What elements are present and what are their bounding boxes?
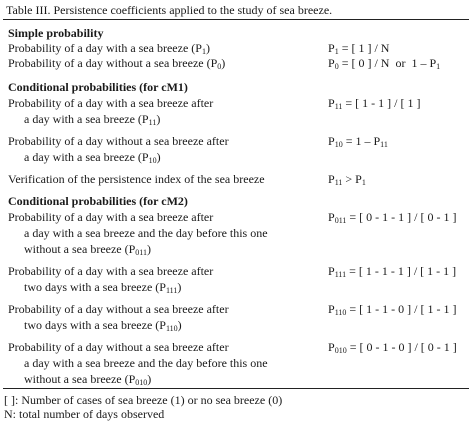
- desc-p1: Probability of a day with a sea breeze $(P_1)$: [8, 41, 210, 56]
- formula-p010: $P_{010}$ = [ 0 - 1 - 0 ] / [ 0 - 1 ]: [328, 340, 457, 355]
- desc-p011-line3: without a sea breeze $(P_{011})$: [24, 242, 151, 257]
- desc-p111-line1: Probability of a day with a sea breeze after: [8, 264, 214, 278]
- top-rule: [3, 19, 469, 20]
- desc-p011-line1: Probability of a day with a sea breeze after: [8, 210, 214, 224]
- table-caption: Table III. Persistence coefficients applied to the study of sea breeze.: [6, 3, 333, 17]
- footnote-n: N: total number of days observed: [4, 407, 165, 421]
- formula-verification: $P_{11} > P_1$: [328, 172, 366, 187]
- formula-p1: $P_1$ = [ 1 ] / N: [328, 41, 390, 56]
- formula-p011: $P_{011}$ = [ 0 - 1 - 1 ] / [ 0 - 1 ]: [328, 210, 457, 225]
- desc-p010-line3: without a sea breeze $(P_{010})$: [24, 372, 152, 387]
- section-header-cm2: Conditional probabilities (for cM2): [8, 194, 188, 208]
- formula-p10: $P_{10} = 1 - P_{11}$: [328, 134, 388, 149]
- section-header-simple: Simple probability: [8, 26, 104, 40]
- desc-p11-line1: Probability of a day with a sea breeze after: [8, 96, 214, 110]
- desc-p10-line2: a day with a sea breeze $(P_{10})$: [24, 150, 161, 165]
- formula-p0: $P_0$ = [ 0 ] / N or $1 - P_1$: [328, 56, 441, 71]
- desc-p111-line2: two days with a sea breeze $(P_{111})$: [24, 280, 182, 295]
- desc-p110-line1: Probability of a day without a sea breeze after: [8, 302, 229, 316]
- footnote-brackets: [ ]: Number of cases of sea breeze (1) or no sea breeze (0): [4, 393, 283, 407]
- bottom-rule: [3, 388, 469, 389]
- desc-p110-line2: two days with a sea breeze $(P_{110})$: [24, 318, 182, 333]
- desc-p010-line1: Probability of a day without a sea breeze after: [8, 340, 229, 354]
- section-header-cm1: Conditional probabilities (for cM1): [8, 80, 188, 94]
- desc-verification: Verification of the persistence index of the sea breeze: [8, 172, 265, 186]
- formula-p11: $P_{11}$ = [ 1 - 1 ] / [ 1 ]: [328, 96, 421, 111]
- desc-p10-line1: Probability of a day without a sea breeze after: [8, 134, 229, 148]
- desc-p010-line2: a day with a sea breeze and the day before this one: [24, 356, 268, 370]
- desc-p11-line2: a day with a sea breeze $(P_{11})$: [24, 112, 161, 127]
- formula-p110: $P_{110}$ = [ 1 - 1 - 0 ] / [ 1 - 1 ]: [328, 302, 457, 317]
- formula-p111: $P_{111}$ = [ 1 - 1 - 1 ] / [ 1 - 1 ]: [328, 264, 457, 279]
- desc-p0: Probability of a day without a sea breeze $(P_0)$: [8, 56, 226, 71]
- desc-p011-line2: a day with a sea breeze and the day before this one: [24, 226, 268, 240]
